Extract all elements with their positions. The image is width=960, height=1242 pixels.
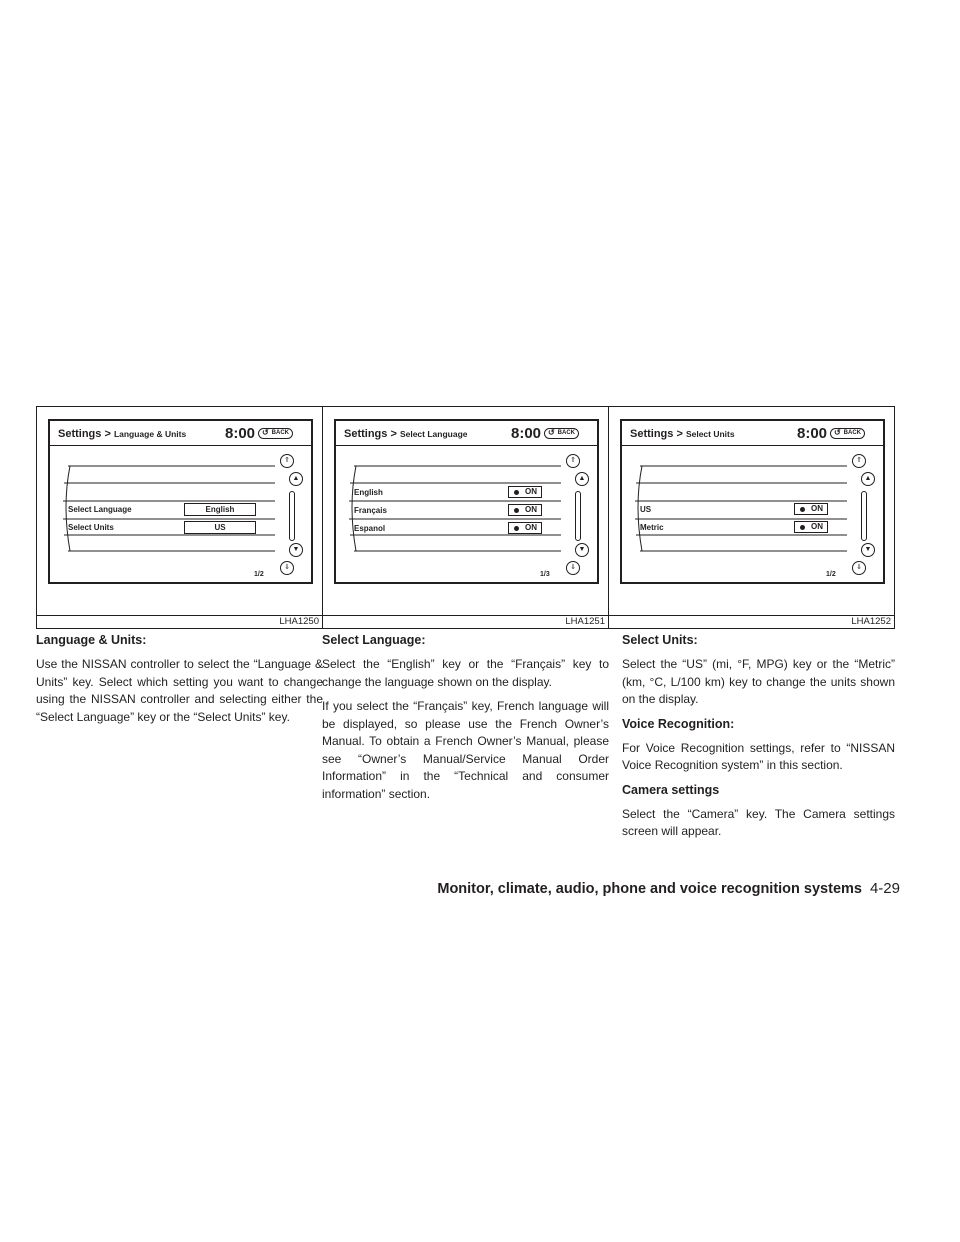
figure-language-units	[36, 406, 323, 629]
clock: 8:00	[797, 425, 828, 442]
paragraph: Select the “Camera” key. The Camera settings screen will appear.	[622, 806, 895, 838]
figure-select-units	[608, 406, 895, 629]
paragraph: Use the NISSAN controller to select the “Language & Units” key. Select which setting you want to change using the NISSAN controller and selecting either the “Select Language” key or the “Select Units” key.	[36, 657, 323, 724]
page-indicator: 1/3	[540, 571, 550, 578]
clock: 8:00	[511, 425, 542, 442]
heading-language-units: Language & Units:	[36, 633, 147, 647]
scroll-bottom-icon[interactable]: ⇓	[280, 561, 294, 575]
clock: 8:00	[225, 425, 256, 442]
screen-title: Settings > Select Units	[630, 428, 735, 440]
column-select-units	[622, 632, 895, 848]
column-select-language	[322, 632, 609, 810]
on-indicator: ON	[508, 504, 542, 516]
scroll-bottom-icon[interactable]: ⇓	[852, 561, 866, 575]
scroll-up-icon[interactable]: ▲	[575, 472, 589, 486]
paragraph: If you select the “Français” key, French language will be displayed, so please use the French Owner’s Manual. To obtain a French Owner’s Manual, please see “Owner’s Manual/Service Manual Order Information” in the “Technical and consumer information” section.	[322, 699, 609, 801]
scrollbar[interactable]	[861, 491, 867, 541]
screen-title: Settings > Language & Units	[58, 428, 187, 440]
on-indicator: ON	[794, 503, 828, 515]
menu-item-espanol[interactable]: Espanol	[354, 524, 386, 533]
column-language-units	[36, 632, 323, 733]
heading-select-units: Select Units:	[622, 633, 698, 647]
figure-code: LHA1250	[279, 616, 319, 627]
scroll-down-icon[interactable]: ▼	[289, 543, 303, 557]
on-indicator: ON	[794, 521, 828, 533]
on-indicator: ON	[508, 522, 542, 534]
back-button[interactable]: ↺ BACK	[830, 428, 865, 439]
scroll-down-icon[interactable]: ▼	[861, 543, 875, 557]
heading-camera-settings: Camera settings	[622, 782, 720, 797]
figure-code: LHA1251	[565, 616, 605, 627]
scroll-down-icon[interactable]: ▼	[575, 543, 589, 557]
page-indicator: 1/2	[254, 571, 264, 578]
menu-item-metric[interactable]: Metric	[640, 523, 664, 532]
scrollbar[interactable]	[289, 491, 295, 541]
value-us: US	[184, 521, 256, 534]
menu-item-francais[interactable]: Français	[354, 506, 387, 515]
screen-select-units	[620, 419, 885, 584]
scroll-top-icon[interactable]: ⇑	[566, 454, 580, 468]
back-button[interactable]: ↺ BACK	[258, 428, 293, 439]
paragraph: For Voice Recognition settings, refer to “NISSAN Voice Recognition system” in this section.	[622, 740, 895, 772]
page-number: 4-29	[869, 880, 900, 897]
menu-item-english[interactable]: English	[354, 488, 383, 497]
screen-language-units	[48, 419, 313, 584]
page-footer	[437, 880, 900, 897]
menu-item-select-units[interactable]: Select Units	[68, 523, 114, 532]
paragraph: Select the “English” key or the “Français” key to change the language shown on the display.	[322, 657, 609, 689]
scroll-bottom-icon[interactable]: ⇓	[566, 561, 580, 575]
screen-title: Settings > Select Language	[344, 428, 468, 440]
paragraph: Select the “US” (mi, °F, MPG) key or the “Metric” (km, °C, L/100 km) key to change the units shown on the display.	[622, 657, 895, 706]
figure-select-language	[322, 406, 609, 629]
scroll-top-icon[interactable]: ⇑	[280, 454, 294, 468]
back-button[interactable]: ↺ BACK	[544, 428, 579, 439]
menu-item-select-language[interactable]: Select Language	[68, 505, 132, 514]
scroll-up-icon[interactable]: ▲	[289, 472, 303, 486]
screen-select-language	[334, 419, 599, 584]
value-english: English	[184, 503, 256, 516]
menu-item-us[interactable]: US	[640, 505, 652, 514]
scroll-up-icon[interactable]: ▲	[861, 472, 875, 486]
on-indicator: ON	[508, 486, 542, 498]
scroll-top-icon[interactable]: ⇑	[852, 454, 866, 468]
heading-select-language: Select Language:	[322, 633, 426, 647]
page-indicator: 1/2	[826, 571, 836, 578]
heading-voice-recognition: Voice Recognition:	[622, 716, 735, 731]
footer-section-title: Monitor, climate, audio, phone and voice recognition systems	[437, 881, 862, 897]
scrollbar[interactable]	[575, 491, 581, 541]
figure-code: LHA1252	[851, 616, 891, 627]
